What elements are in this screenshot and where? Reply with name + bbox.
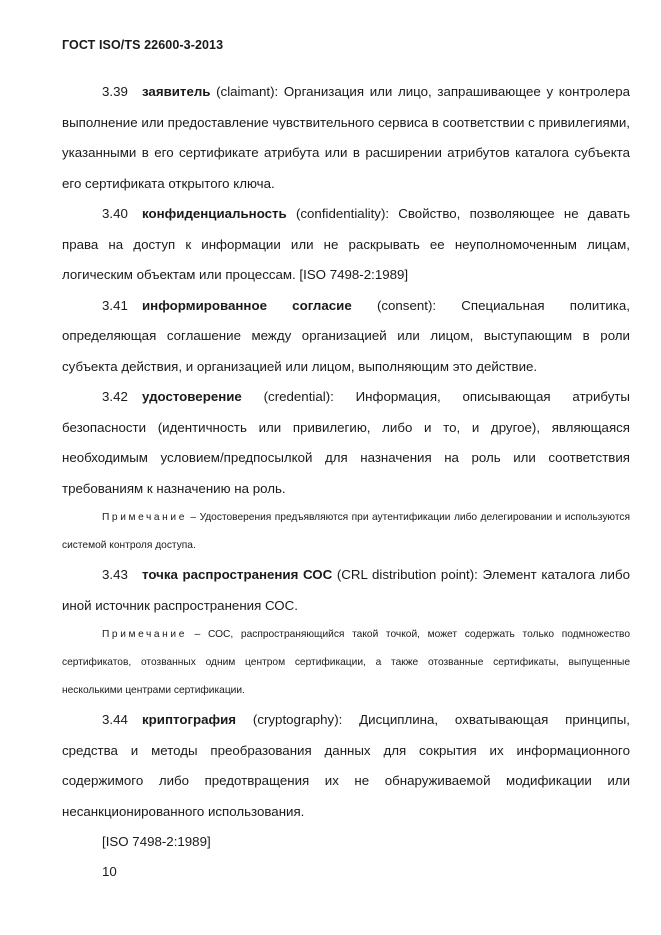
term-title: точка распространения СОС: [142, 567, 333, 582]
note-label: Примечание: [102, 629, 187, 640]
term-number: 3.43: [102, 567, 128, 582]
note-label: Примечание: [102, 512, 187, 523]
term-definition: (cryptography): Дисциплина, охватывающая принципы, средства и методы преобразования данных для сокрытия их информационного содержимого либо предотвращения их не обнаруживаемой модификации или несанкционированного использования.: [62, 712, 630, 819]
term-entry-3-40: [62, 199, 630, 291]
note-text: – СОС, распространяющийся такой точкой, может содержать только подмножество сертификатов, отозванных одним центром сертификации, а также отозванные сертификаты, выпущенные несколькими центрами сертификации.: [62, 629, 630, 696]
term-definition: (credential): Информация, описывающая атрибуты безопасности (идентичность или привилегию, либо и то, и другое), являющаяся необходимым условием/предпосылкой для назначения на роль или соответствия требованиям к назначению на роль.: [62, 389, 630, 496]
term-entry-3-41: [62, 291, 630, 383]
note-3-43: [62, 621, 630, 705]
term-entry-3-43: [62, 560, 630, 621]
note-3-42: [62, 504, 630, 560]
term-title: криптография: [142, 712, 237, 727]
reference-citation: [ISO 7498-2:1989]: [102, 834, 211, 849]
term-title: информированное согласие: [142, 297, 352, 313]
term-number: 3.41: [102, 297, 128, 313]
term-number: 3.42: [102, 389, 128, 404]
term-entry-3-42: [62, 382, 630, 504]
document-body: [62, 77, 630, 858]
term-number: 3.39: [102, 84, 128, 99]
term-entry-3-44: [62, 705, 630, 827]
term-entry-3-39: [62, 77, 630, 199]
note-text: – Удостоверения предъявляются при аутентификации либо делегировании и используются системой контроля доступа.: [62, 512, 630, 551]
term-title: удостоверение: [142, 389, 242, 404]
document-header: ГОСТ ISO/TS 22600-3-2013: [62, 38, 224, 52]
term-definition: (consent): Специальная политика, определяющая соглашение между организацией или лицом, выступающим в роли субъекта действия, и организацией или лицом, выполняющим это действие.: [62, 297, 630, 374]
page-number: 10: [102, 864, 117, 879]
term-title: конфиденциальность: [142, 206, 287, 221]
term-number: 3.44: [102, 712, 128, 727]
term-definition: (claimant): Организация или лицо, запрашивающее у контролера выполнение или предоставление чувствительного сервиса в соответствии с привилегиями, указанными в его сертификате атрибута или в расширении атрибутов каталога субъекта его сертификата открытого ключа.: [62, 84, 630, 191]
term-number: 3.40: [102, 206, 128, 221]
term-title: заявитель: [142, 84, 211, 99]
term-definition: (confidentiality): Свойство, позволяющее не давать права на доступ к информации или не раскрывать ее неуполномоченным лицам, логическим объектам или процессам. [ISO 7498-2:1989]: [62, 206, 630, 282]
term-definition: (CRL distribution point): Элемент каталога либо иной источник распространения СОС.: [62, 567, 630, 613]
